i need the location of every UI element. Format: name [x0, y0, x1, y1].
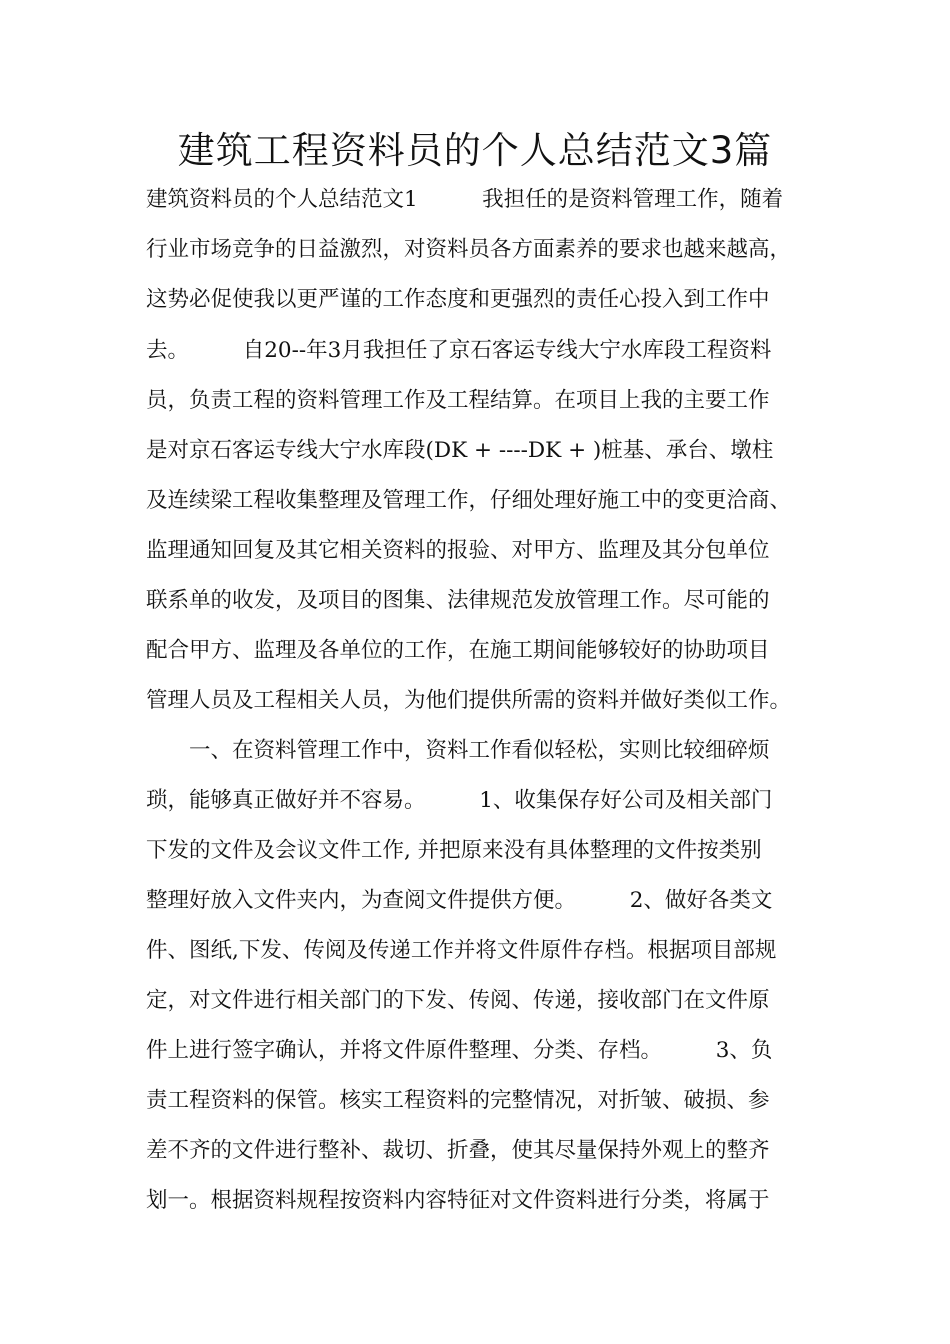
paragraph-line: 一、在资料管理工作中，资料工作看似轻松，实则比较细碎烦 — [146, 738, 770, 763]
paragraph-line: 是对京石客运专线大宁水库段(DK + ----DK + )桩基、承台、墩柱 — [146, 438, 774, 463]
paragraph-line: 管理人员及工程相关人员，为他们提供所需的资料并做好类似工作。 — [146, 688, 792, 713]
paragraph-line: 及连续梁工程收集整理及管理工作，仔细处理好施工中的变更洽商、 — [146, 488, 792, 513]
paragraph-line: 划一。根据资料规程按资料内容特征对文件资料进行分类，将属于 — [146, 1188, 770, 1213]
paragraph-line: 建筑资料员的个人总结范文1 我担任的是资料管理工作，随着 — [146, 187, 784, 212]
paragraph-line: 件、图纸,下发、传阅及传递工作并将文件原件存档。根据项目部规 — [146, 938, 777, 963]
paragraph-line: 琐，能够真正做好并不容易。 1、收集保存好公司及相关部门 — [146, 788, 773, 813]
paragraph-line: 这势必促使我以更严谨的工作态度和更强烈的责任心投入到工作中 — [146, 287, 770, 312]
paragraph-line: 责工程资料的保管。核实工程资料的完整情况，对折皱、破损、参 — [146, 1088, 770, 1113]
paragraph-line: 配合甲方、监理及各单位的工作，在施工期间能够较好的协助项目 — [146, 638, 770, 663]
paragraph-line: 去。 自20--年3月我担任了京石客运专线大宁水库段工程资料 — [146, 338, 772, 363]
paragraph-line: 差不齐的文件进行整补、裁切、折叠，使其尽量保持外观上的整齐 — [146, 1138, 770, 1163]
paragraph-line: 行业市场竞争的日益激烈，对资料员各方面素养的要求也越来越高， — [146, 237, 792, 262]
document-title: 建筑工程资料员的个人总结范文3篇 — [177, 129, 773, 172]
paragraph-line: 整理好放入文件夹内，为查阅文件提供方便。 2、做好各类文 — [146, 888, 773, 913]
paragraph-line: 监理通知回复及其它相关资料的报验、对甲方、监理及其分包单位 — [146, 538, 770, 563]
paragraph-line: 联系单的收发，及项目的图集、法律规范发放管理工作。尽可能的 — [146, 588, 770, 613]
paragraph-line: 件上进行签字确认，并将文件原件整理、分类、存档。 3、负 — [146, 1038, 773, 1063]
paragraph-line: 定，对文件进行相关部门的下发、传阅、传递，接收部门在文件原 — [146, 988, 770, 1013]
paragraph-line: 员，负责工程的资料管理工作及工程结算。在项目上我的主要工作 — [146, 388, 770, 413]
paragraph-line: 下发的文件及会议文件工作, 并把原来没有具体整理的文件按类别 — [146, 838, 762, 863]
